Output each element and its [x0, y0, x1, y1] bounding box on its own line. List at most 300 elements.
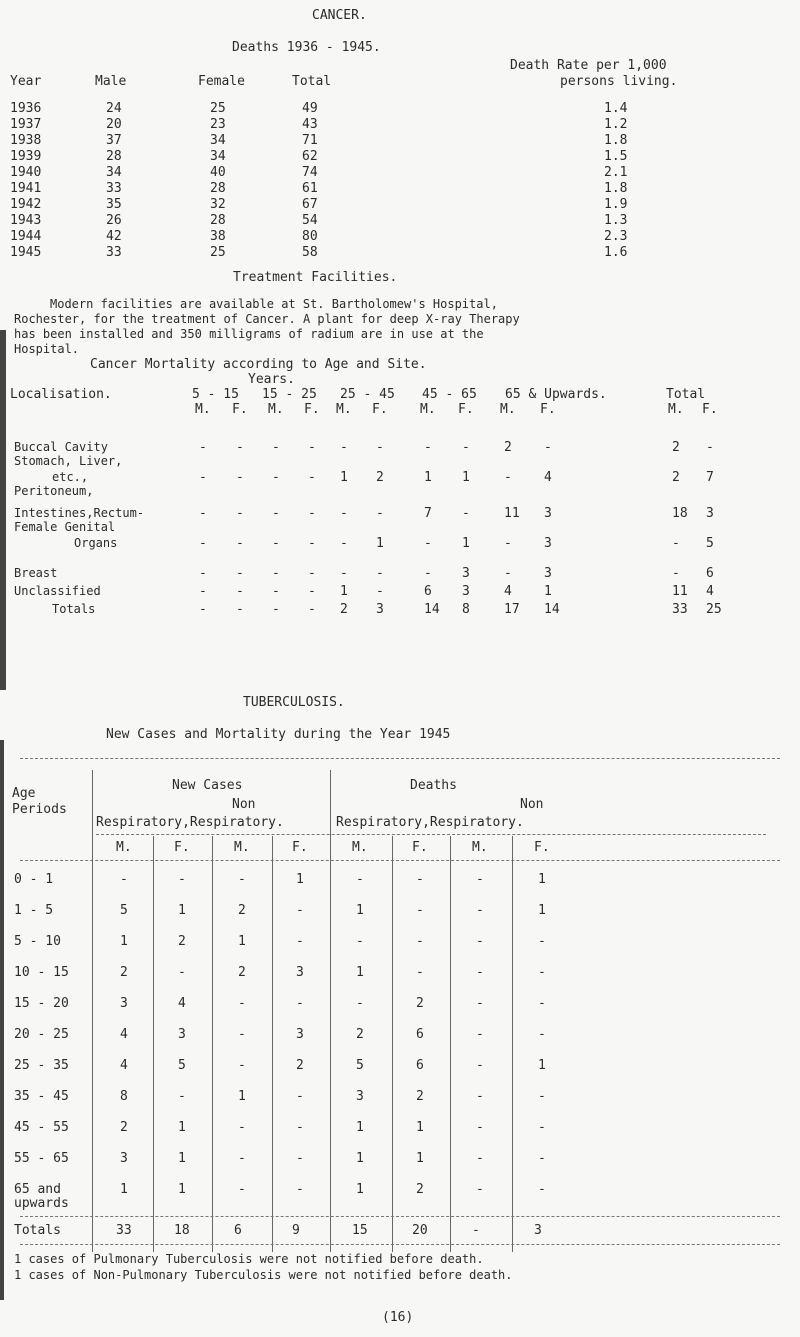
tb-cell: 1	[538, 1058, 546, 1073]
mortality-cell: -	[236, 506, 244, 521]
tb-cell: -	[416, 903, 424, 918]
tb-cell: -	[476, 1058, 484, 1073]
tb-cell: 4	[120, 1027, 128, 1042]
tb-age-cell: 55 - 65	[14, 1151, 69, 1166]
tb-cell: 4	[120, 1058, 128, 1073]
site-label: Stomach, Liver,	[14, 454, 123, 468]
sex-header: M.	[268, 402, 284, 417]
mortality-cell: 14	[544, 602, 560, 617]
tb-periods-label: Periods	[12, 802, 67, 817]
mortality-cell: 14	[424, 602, 440, 617]
tb-cell: -	[538, 934, 546, 949]
mortality-cell: -	[199, 470, 207, 485]
mortality-cell: 1	[462, 470, 470, 485]
mortality-cell: 33	[672, 602, 688, 617]
tb-cell: -	[178, 872, 186, 887]
mortality-years-label: Years.	[248, 372, 295, 387]
male-cell: 28	[106, 149, 122, 164]
tb-cell: 2	[416, 1182, 424, 1197]
treatment-heading: Treatment Facilities.	[233, 270, 398, 285]
mortality-cell: 6	[424, 584, 432, 599]
mortality-cell: -	[308, 506, 316, 521]
sex-header: F.	[702, 402, 718, 417]
tb-cell: 1	[178, 1120, 186, 1135]
treatment-line-4: Hospital.	[14, 342, 80, 356]
tb-total-cell: 15	[352, 1223, 368, 1238]
mortality-cell: -	[672, 566, 680, 581]
tb-age-cell: 25 - 35	[14, 1058, 69, 1073]
mortality-cell: 25	[706, 602, 722, 617]
tb-cell: -	[538, 996, 546, 1011]
tb-sex-rule	[20, 860, 780, 861]
tb-total-cell: 9	[292, 1223, 300, 1238]
mortality-cell: -	[199, 440, 207, 455]
tb-cell: -	[538, 1027, 546, 1042]
mortality-cell: 2	[376, 470, 384, 485]
tb-cell: 5	[356, 1058, 364, 1073]
mortality-cell: 1	[544, 584, 552, 599]
mortality-cell: -	[376, 506, 384, 521]
year-cell: 1937	[10, 117, 42, 132]
mortality-cell: 4	[544, 470, 552, 485]
mortality-cell: -	[199, 506, 207, 521]
tb-new-cases-label: New Cases	[172, 778, 243, 793]
mortality-cell: -	[308, 602, 316, 617]
tb-sub-rule	[96, 834, 766, 835]
tb-cell: -	[538, 1182, 546, 1197]
age-group-header: 15 - 25	[262, 387, 317, 402]
tb-cell: -	[476, 1089, 484, 1104]
tb-cell: -	[476, 1151, 484, 1166]
tb-sex-header: F.	[174, 840, 190, 855]
tb-cell: 5	[178, 1058, 186, 1073]
mortality-cell: -	[544, 440, 552, 455]
mortality-cell: -	[199, 584, 207, 599]
male-cell: 20	[106, 117, 122, 132]
tb-cell: -	[178, 1089, 186, 1104]
mortality-cell: -	[236, 602, 244, 617]
tb-cell: -	[476, 1027, 484, 1042]
tb-cell: -	[476, 934, 484, 949]
tb-cell: 5	[120, 903, 128, 918]
col-female: Female	[198, 74, 245, 89]
sex-header: F.	[304, 402, 320, 417]
tb-totals-bottom-rule	[20, 1244, 780, 1245]
tb-sep-6	[392, 836, 393, 1252]
site-label: Female Genital	[14, 520, 116, 534]
mortality-cell: -	[308, 566, 316, 581]
total-cell: 74	[302, 165, 318, 180]
year-cell: 1940	[10, 165, 42, 180]
tb-age-cell: 45 - 55	[14, 1120, 69, 1135]
col-year: Year	[10, 74, 42, 89]
mortality-cell: -	[272, 566, 280, 581]
mortality-cell: 1	[376, 536, 384, 551]
treatment-line-3: has been installed and 350 milligrams of radium are in use at the	[14, 327, 484, 341]
tb-deaths-label: Deaths	[410, 778, 457, 793]
rate-cell: 1.4	[604, 101, 628, 116]
tb-non-label: Non	[232, 797, 256, 812]
mortality-cell: -	[199, 566, 207, 581]
tb-age-cell: 5 - 10	[14, 934, 61, 949]
mortality-cell: 3	[706, 506, 714, 521]
mortality-heading: Cancer Mortality according to Age and Site.	[90, 357, 427, 372]
tb-note-1: 1 cases of Pulmonary Tuberculosis were not notified before death.	[14, 1252, 484, 1266]
tb-cell: -	[476, 965, 484, 980]
mortality-cell: -	[504, 470, 512, 485]
tb-cell: 2	[238, 903, 246, 918]
site-label-3: Peritoneum,	[14, 484, 94, 498]
tb-cell: -	[356, 996, 364, 1011]
tb-cell: -	[296, 1151, 304, 1166]
year-cell: 1936	[10, 101, 42, 116]
rate-cell: 1.2	[604, 117, 628, 132]
tb-age-cell: 35 - 45	[14, 1089, 69, 1104]
tb-cell: -	[238, 1151, 246, 1166]
tb-cell: 1	[356, 965, 364, 980]
mortality-cell: 8	[462, 602, 470, 617]
sex-header: M.	[668, 402, 684, 417]
rate-cell: 2.3	[604, 229, 628, 244]
tb-top-rule	[20, 758, 780, 759]
tb-sep-8	[512, 836, 513, 1252]
male-cell: 24	[106, 101, 122, 116]
tb-cell: 2	[120, 1120, 128, 1135]
mortality-cell: -	[504, 566, 512, 581]
death-rate-header-2: persons living.	[560, 74, 678, 89]
female-cell: 25	[210, 101, 226, 116]
tb-cell: 1	[416, 1120, 424, 1135]
year-cell: 1941	[10, 181, 42, 196]
mortality-cell: -	[340, 506, 348, 521]
male-cell: 37	[106, 133, 122, 148]
tb-age-cell: 10 - 15	[14, 965, 69, 980]
mortality-cell: -	[340, 440, 348, 455]
tb-cell: -	[416, 965, 424, 980]
cancer-deaths-header: Deaths 1936 - 1945.	[232, 40, 381, 55]
rate-cell: 2.1	[604, 165, 628, 180]
total-cell: 54	[302, 213, 318, 228]
tb-age-cell: 20 - 25	[14, 1027, 69, 1042]
tb-cell: 1	[538, 872, 546, 887]
tb-cell: 3	[356, 1089, 364, 1104]
mortality-cell: 2	[672, 470, 680, 485]
site-label: Breast	[14, 566, 58, 580]
tb-cell: 2	[356, 1027, 364, 1042]
mortality-cell: 17	[504, 602, 520, 617]
mortality-cell: -	[272, 440, 280, 455]
col-male: Male	[95, 74, 127, 89]
female-cell: 40	[210, 165, 226, 180]
tb-cell: 1	[538, 903, 546, 918]
age-group-header: 5 - 15	[192, 387, 239, 402]
mortality-cell: -	[272, 470, 280, 485]
sex-header: M.	[420, 402, 436, 417]
tb-deaths-resp-label: Respiratory,Respiratory.	[336, 815, 524, 830]
mortality-cell: -	[706, 440, 714, 455]
tb-sex-header: M.	[234, 840, 250, 855]
site-label: Buccal Cavity	[14, 440, 108, 454]
page-heading: CANCER.	[312, 8, 367, 23]
tb-cell: -	[238, 1120, 246, 1135]
mortality-cell: -	[236, 470, 244, 485]
total-cell: 67	[302, 197, 318, 212]
mortality-cell: -	[376, 440, 384, 455]
tb-deaths-non-label: Non	[520, 797, 544, 812]
tb-sex-header: M.	[352, 840, 368, 855]
site-label: Intestines,Rectum-	[14, 506, 145, 520]
total-cell: 43	[302, 117, 318, 132]
tb-cell: -	[356, 872, 364, 887]
tb-total-cell: 33	[116, 1223, 132, 1238]
tb-subheading: New Cases and Mortality during the Year 1945	[106, 727, 451, 742]
tb-sep-7	[450, 836, 451, 1252]
tb-sex-header: M.	[116, 840, 132, 855]
tb-cell: -	[538, 1089, 546, 1104]
col-total: Total	[292, 74, 332, 89]
tb-age-cell: 15 - 20	[14, 996, 69, 1011]
year-cell: 1938	[10, 133, 42, 148]
mortality-cell: -	[236, 566, 244, 581]
mortality-cell: 11	[672, 584, 688, 599]
tb-cell: 1	[416, 1151, 424, 1166]
mortality-cell: -	[340, 566, 348, 581]
tb-cell: -	[538, 965, 546, 980]
mortality-cell: 1	[340, 584, 348, 599]
mortality-cell: 11	[504, 506, 520, 521]
mortality-cell: 3	[544, 506, 552, 521]
mortality-cell: 2	[672, 440, 680, 455]
tb-cell: 1	[356, 903, 364, 918]
tb-cell: -	[538, 1151, 546, 1166]
tb-cell: 1	[120, 934, 128, 949]
female-cell: 34	[210, 149, 226, 164]
mortality-cell: -	[462, 506, 470, 521]
mortality-cell: 7	[706, 470, 714, 485]
tb-totals-label: Totals	[14, 1223, 61, 1238]
tb-cell: -	[476, 1182, 484, 1197]
year-cell: 1945	[10, 245, 42, 260]
treatment-line-2: Rochester, for the treatment of Cancer. A plant for deep X-ray Therapy	[14, 312, 520, 326]
total-cell: 49	[302, 101, 318, 116]
site-label: Unclassified	[14, 584, 101, 598]
sex-header: F.	[232, 402, 248, 417]
scan-edge	[0, 330, 6, 690]
total-cell: 61	[302, 181, 318, 196]
site-label-2: etc.,	[52, 470, 89, 484]
site-label-2: Organs	[74, 536, 118, 550]
tb-cell: -	[476, 872, 484, 887]
mortality-cell: -	[376, 566, 384, 581]
tb-sex-header: F.	[534, 840, 550, 855]
tb-cell: -	[238, 996, 246, 1011]
sex-header: M.	[195, 402, 211, 417]
tb-total-cell: 18	[174, 1223, 190, 1238]
sex-header: M.	[336, 402, 352, 417]
tb-cell: 2	[178, 934, 186, 949]
tb-sep-2	[153, 836, 154, 1252]
total-cell: 71	[302, 133, 318, 148]
female-cell: 25	[210, 245, 226, 260]
tb-cell: 3	[296, 1027, 304, 1042]
tb-sep-5	[330, 770, 331, 1252]
tb-total-cell: 20	[412, 1223, 428, 1238]
tb-cell: 2	[238, 965, 246, 980]
total-cell: 62	[302, 149, 318, 164]
mortality-cell: 3	[462, 584, 470, 599]
male-cell: 26	[106, 213, 122, 228]
mortality-cell: 2	[340, 602, 348, 617]
rate-cell: 1.6	[604, 245, 628, 260]
mortality-cell: 1	[462, 536, 470, 551]
tb-cell: -	[476, 903, 484, 918]
tb-cell: -	[178, 965, 186, 980]
tb-cell: -	[476, 1120, 484, 1135]
mortality-cell: 3	[376, 602, 384, 617]
mortality-cell: -	[376, 584, 384, 599]
tb-cell: 3	[178, 1027, 186, 1042]
mortality-cell: -	[308, 536, 316, 551]
tb-cell: 3	[296, 965, 304, 980]
mortality-cell: 3	[544, 536, 552, 551]
tb-cell: 3	[120, 996, 128, 1011]
mortality-cell: -	[504, 536, 512, 551]
tb-cell: 1	[238, 1089, 246, 1104]
tb-cell: 1	[178, 1151, 186, 1166]
mortality-cell: -	[462, 440, 470, 455]
tb-cell: -	[238, 1058, 246, 1073]
mortality-cell: -	[236, 536, 244, 551]
tb-resp-label: Respiratory,Respiratory.	[96, 815, 284, 830]
tb-cell: 1	[238, 934, 246, 949]
rate-cell: 1.5	[604, 149, 628, 164]
tb-cell: 1	[356, 1151, 364, 1166]
tb-cell: -	[416, 934, 424, 949]
mortality-cell: -	[272, 584, 280, 599]
tb-cell: -	[296, 996, 304, 1011]
rate-cell: 1.3	[604, 213, 628, 228]
tb-sex-header: F.	[292, 840, 308, 855]
age-group-header: Total	[666, 387, 706, 402]
tb-age-cell: 0 - 1	[14, 872, 54, 887]
male-cell: 34	[106, 165, 122, 180]
rate-cell: 1.8	[604, 133, 628, 148]
mortality-cell: 18	[672, 506, 688, 521]
mortality-cell: 1	[340, 470, 348, 485]
female-cell: 28	[210, 181, 226, 196]
total-cell: 58	[302, 245, 318, 260]
tb-cell: 2	[416, 996, 424, 1011]
mortality-cell: 3	[462, 566, 470, 581]
tb-cell: 1	[356, 1182, 364, 1197]
male-cell: 35	[106, 197, 122, 212]
tb-cell: 4	[178, 996, 186, 1011]
tb-cell: -	[538, 1120, 546, 1135]
mortality-cell: -	[236, 440, 244, 455]
tb-cell: 1	[120, 1182, 128, 1197]
tb-cell: -	[416, 872, 424, 887]
male-cell: 33	[106, 181, 122, 196]
tb-sex-header: F.	[412, 840, 428, 855]
sex-header: F.	[458, 402, 474, 417]
page-number: (16)	[382, 1310, 414, 1325]
tb-note-2: 1 cases of Non-Pulmonary Tuberculosis were not notified before death.	[14, 1268, 513, 1282]
tb-sex-header: M.	[472, 840, 488, 855]
male-cell: 33	[106, 245, 122, 260]
site-label: Totals	[52, 602, 96, 616]
tb-sep-4	[272, 836, 273, 1252]
tb-total-cell: 6	[234, 1223, 242, 1238]
tb-cell: -	[238, 1182, 246, 1197]
tb-cell: 8	[120, 1089, 128, 1104]
mortality-cell: -	[308, 584, 316, 599]
mortality-cell: -	[424, 536, 432, 551]
male-cell: 42	[106, 229, 122, 244]
mortality-cell: -	[236, 584, 244, 599]
tb-sep-3	[212, 836, 213, 1252]
age-group-header: 45 - 65	[422, 387, 477, 402]
mortality-cell: 3	[544, 566, 552, 581]
female-cell: 34	[210, 133, 226, 148]
tb-cell: 1	[178, 903, 186, 918]
mortality-cell: -	[672, 536, 680, 551]
rate-cell: 1.8	[604, 181, 628, 196]
female-cell: 38	[210, 229, 226, 244]
tb-cell: 1	[296, 872, 304, 887]
year-cell: 1942	[10, 197, 42, 212]
mortality-cell: -	[272, 506, 280, 521]
tb-sep-1	[92, 770, 93, 1252]
age-group-header: 65 & Upwards.	[505, 387, 607, 402]
treatment-line-1: Modern facilities are available at St. Bartholomew's Hospital,	[50, 297, 498, 311]
tb-cell: 2	[416, 1089, 424, 1104]
tb-cell: 2	[296, 1058, 304, 1073]
tb-totals-top-rule	[20, 1216, 780, 1217]
mortality-cell: -	[340, 536, 348, 551]
tb-age-cell: 1 - 5	[14, 903, 54, 918]
tb-age-label: Age	[12, 786, 36, 801]
tb-cell: -	[356, 934, 364, 949]
mortality-cell: -	[308, 440, 316, 455]
mortality-cell: -	[272, 602, 280, 617]
sex-header: F.	[372, 402, 388, 417]
tb-cell: -	[238, 1027, 246, 1042]
tb-cell: -	[296, 1120, 304, 1135]
localisation-label: Localisation.	[10, 387, 112, 402]
death-rate-header: Death Rate per 1,000	[510, 58, 667, 73]
mortality-cell: 2	[504, 440, 512, 455]
mortality-cell: -	[424, 566, 432, 581]
year-cell: 1943	[10, 213, 42, 228]
tb-cell: -	[476, 996, 484, 1011]
tb-cell: -	[120, 872, 128, 887]
mortality-cell: -	[199, 536, 207, 551]
tb-cell: 1	[356, 1120, 364, 1135]
rate-cell: 1.9	[604, 197, 628, 212]
mortality-cell: 6	[706, 566, 714, 581]
tb-age-cell: 65 and	[14, 1182, 61, 1197]
total-cell: 80	[302, 229, 318, 244]
sex-header: F.	[540, 402, 556, 417]
mortality-cell: -	[272, 536, 280, 551]
mortality-cell: 7	[424, 506, 432, 521]
female-cell: 32	[210, 197, 226, 212]
mortality-cell: -	[308, 470, 316, 485]
female-cell: 28	[210, 213, 226, 228]
tb-cell: -	[296, 1089, 304, 1104]
tb-cell: -	[296, 1182, 304, 1197]
tb-cell: 6	[416, 1027, 424, 1042]
